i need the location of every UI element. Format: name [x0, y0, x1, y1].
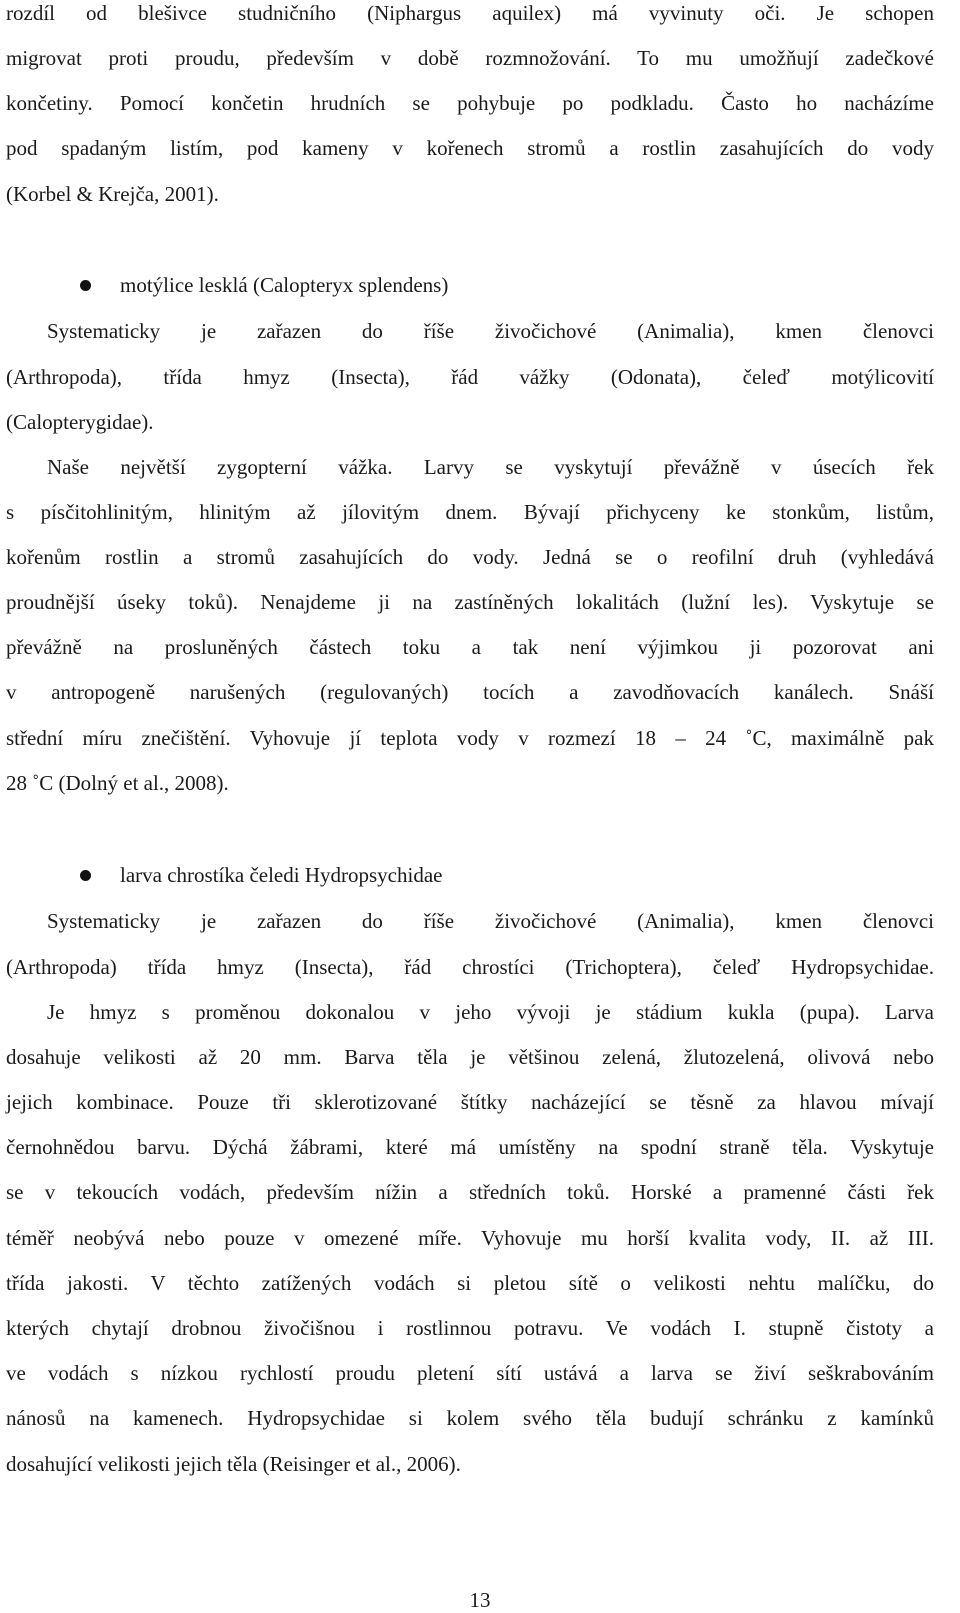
paragraph-line: ve vodách s nízkou rychlostí proudu pletení sítí ustává a larva se živí seškrabováním	[6, 1361, 934, 1385]
bullet-icon	[80, 870, 91, 881]
paragraph-line: (Arthropoda), třída hmyz (Insecta), řád vážky (Odonata), čeleď motýlicovití	[6, 365, 934, 389]
paragraph-line: převážně na prosluněných částech toku a tak není výjimkou ji pozorovat ani	[6, 635, 934, 659]
paragraph-line: černohnědou barvu. Dýchá žábrami, které má umístěny na spodní straně těla. Vyskytuje	[6, 1135, 934, 1159]
paragraph-line: Naše největší zygopterní vážka. Larvy se vyskytují převážně v úsecích řek	[47, 455, 934, 479]
paragraph-line: dosahující velikosti jejich těla (Reisinger et al., 2006).	[6, 1452, 461, 1476]
paragraph-line: střední míru znečištění. Vyhovuje jí teplota vody v rozmezí 18 – 24 ˚C, maximálně pak	[6, 726, 934, 750]
paragraph-line: Systematicky je zařazen do říše živočichové (Animalia), kmen členovci	[47, 319, 934, 343]
paragraph-line: Je hmyz s proměnou dokonalou v jeho vývoji je stádium kukla (pupa). Larva	[47, 1000, 934, 1024]
paragraph-line: téměř neobývá nebo pouze v omezené míře. Vyhovuje mu horší kvalita vody, II. až III.	[6, 1226, 934, 1250]
paragraph-line: (Calopterygidae).	[6, 410, 154, 434]
paragraph-line: proudnější úseky toků). Nenajdeme ji na zastíněných lokalitách (lužní les). Vyskytuje se	[6, 590, 934, 614]
paragraph-line: v antropogeně narušených (regulovaných) tocích a zavodňovacích kanálech. Snáší	[6, 680, 934, 704]
intro-line: končetiny. Pomocí končetin hrudních se pohybuje po podkladu. Často ho nacházíme	[6, 91, 934, 115]
page-number: 13	[469, 1588, 491, 1612]
paragraph-line: (Arthropoda) třída hmyz (Insecta), řád chrostíci (Trichoptera), čeleď Hydropsychidae.	[6, 955, 934, 979]
paragraph-line: dosahuje velikosti až 20 mm. Barva těla je většinou zelená, žlutozelená, olivová nebo	[6, 1045, 934, 1069]
paragraph-line: nánosů na kamenech. Hydropsychidae si kolem svého těla budují schránku z kamínků	[6, 1406, 934, 1430]
paragraph-line: se v tekoucích vodách, především nížin a středních toků. Horské a pramenné části řek	[6, 1180, 934, 1204]
paragraph-line: 28 ˚C (Dolný et al., 2008).	[6, 771, 229, 795]
intro-line: (Korbel & Krejča, 2001).	[6, 182, 219, 206]
intro-line: migrovat proti proudu, především v době rozmnožování. To mu umožňují zadečkové	[6, 46, 934, 70]
bullet-icon	[80, 280, 91, 291]
paragraph-line: kořenům rostlin a stromů zasahujících do vody. Jedná se o reofilní druh (vyhledává	[6, 545, 934, 569]
section-title-hydropsychidae: larva chrostíka čeledi Hydropsychidae	[120, 863, 443, 887]
paragraph-line: s písčitohlinitým, hlinitým až jílovitým dnem. Bývají přichyceny ke stonkům, listům,	[6, 500, 934, 524]
section-title-calopteryx: motýlice lesklá (Calopteryx splendens)	[120, 273, 449, 297]
intro-line: pod spadaným listím, pod kameny v kořenech stromů a rostlin zasahujících do vody	[6, 136, 934, 160]
paragraph-line: jejich kombinace. Pouze tři sklerotizované štítky nacházející se těsně za hlavou mívají	[6, 1090, 934, 1114]
paragraph-line: třída jakosti. V těchto zatížených vodách si pletou sítě o velikosti nehtu malíčku, do	[6, 1271, 934, 1295]
paragraph-line: Systematicky je zařazen do říše živočichové (Animalia), kmen členovci	[47, 909, 934, 933]
intro-line: rozdíl od blešivce studničního (Niphargus aquilex) má vyvinuty oči. Je schopen	[6, 1, 934, 25]
paragraph-line: kterých chytají drobnou živočišnou i rostlinnou potravu. Ve vodách I. stupně čistoty a	[6, 1316, 934, 1340]
